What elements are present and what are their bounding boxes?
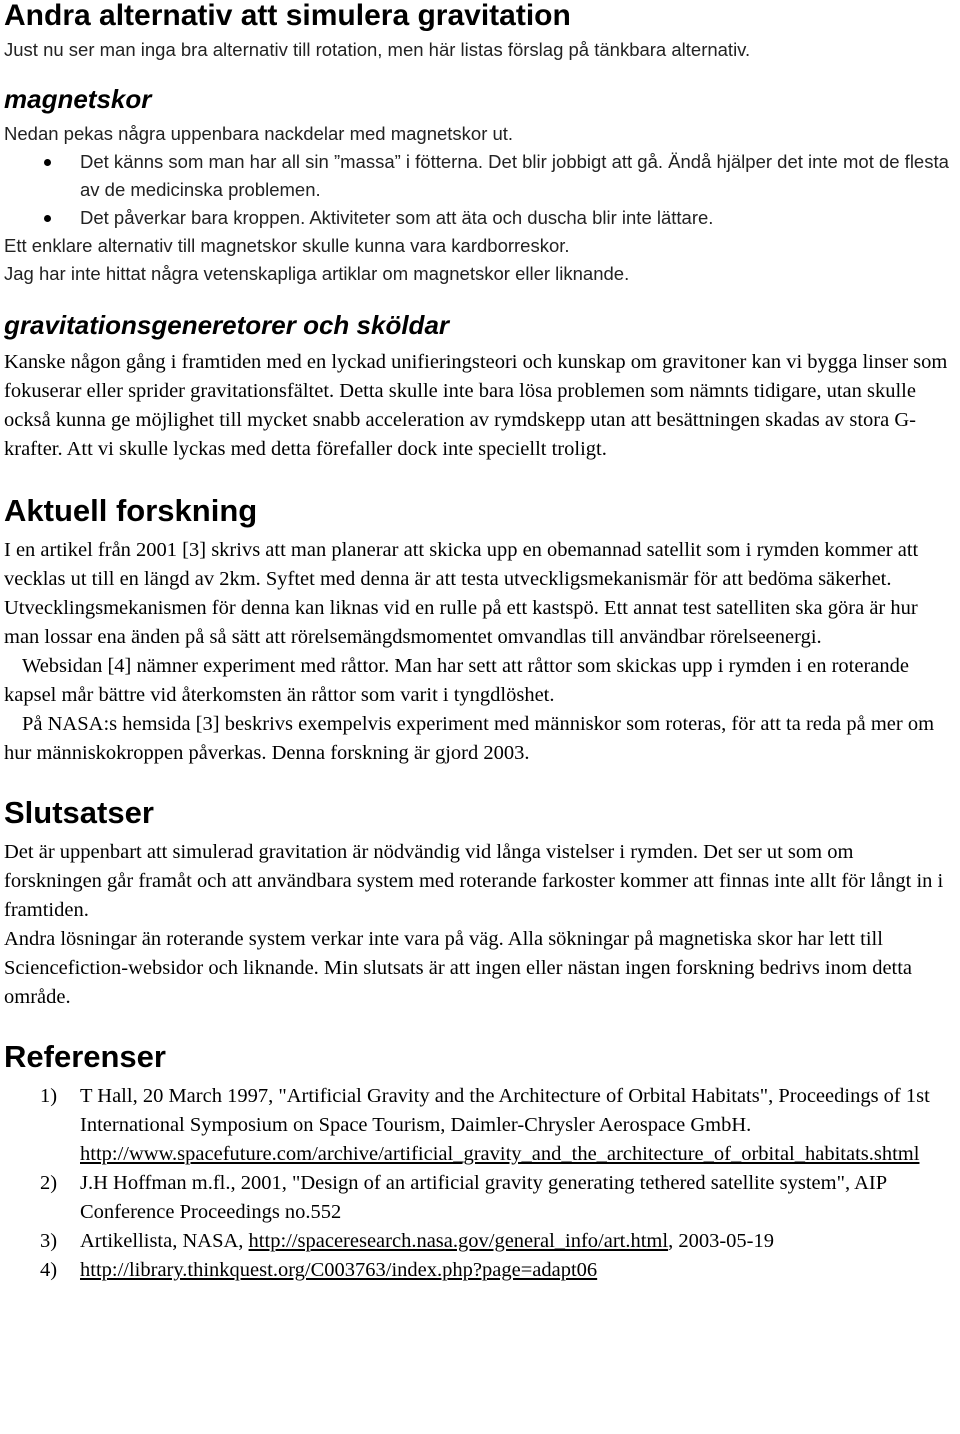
reference-number: 4) [40, 1259, 58, 1281]
section-heading-gravitation: gravitationsgeneretorer och sköldar [4, 310, 450, 340]
forskning-paragraph-3: På NASA:s hemsida [3] beskrivs exempelvis experiment med människor som roteras, för att ta reda på mer om hur människokroppen påverkas. Denna forskning är gjord 2003. [4, 713, 935, 764]
section-heading-referenser: Referenser [4, 1039, 166, 1074]
reference-text: J.H Hoffman m.fl., 2001, "Design of an artificial gravity generating tethered satellite system", AIP Conference Proceedings no.552 [80, 1172, 887, 1223]
magnetskor-bullet-list [4, 148, 956, 232]
reference-text: Artikellista, NASA, [80, 1230, 249, 1252]
section-heading-magnetskor: magnetskor [4, 84, 152, 114]
page-title: Andra alternativ att simulera gravitation [4, 0, 571, 32]
gravitation-paragraph: Kanske någon gång i framtiden med en lyckad unifieringsteori och kunskap om gravitoner kan vi bygga linser som fokuserar eller sprider gravitationsfältet. Detta skulle inte bara lösa problemen som nämnts tidigare, utan skulle också kunna ge möjlighet till mycket snabb acceleration av rymdskepp utan att besättningen skadas av stora G-krafter. Att vi skulle lyckas med detta förefaller dock inte speciellt troligt. [4, 351, 948, 460]
intro-paragraph: Just nu ser man inga bra alternativ till rotation, men här listas förslag på tänkbara alternativ. [4, 39, 751, 60]
reference-link[interactable]: http://www.spacefuture.com/archive/artificial_gravity_and_the_architecture_of_orbital_habitats.shtml [80, 1143, 920, 1165]
bullet-text: Det påverkar bara kroppen. Aktiviteter som att äta och duscha blir inte lättare. [80, 207, 714, 228]
reference-item [4, 1082, 956, 1169]
bullet-icon [44, 215, 51, 222]
forskning-paragraph-2: Websidan [4] nämner experiment med råttor. Man har sett att råttor som skickas upp i rymden i en roterande kapsel mår bättre vid återkomsten än råttor som varit i tyngdlöshet. [4, 655, 909, 706]
reference-date: , 2003-05-19 [668, 1230, 774, 1252]
section-heading-slutsatser: Slutsatser [4, 795, 154, 830]
document-page [4, 0, 956, 1285]
reference-number: 2) [40, 1172, 58, 1194]
reference-link[interactable]: http://library.thinkquest.org/C003763/index.php?page=adapt06 [80, 1259, 598, 1281]
reference-number: 1) [40, 1085, 58, 1107]
reference-list [4, 1082, 956, 1285]
reference-link[interactable]: http://spaceresearch.nasa.gov/general_info/art.html [248, 1230, 669, 1252]
reference-item [4, 1227, 956, 1256]
bullet-item [4, 148, 956, 204]
magnetskor-lead: Nedan pekas några uppenbara nackdelar med magnetskor ut. [4, 123, 514, 144]
section-heading-forskning: Aktuell forskning [4, 493, 258, 528]
magnetskor-note-2: Jag har inte hittat några vetenskapliga artiklar om magnetskor eller liknande. [4, 263, 630, 284]
reference-item [4, 1169, 956, 1227]
bullet-icon [44, 159, 51, 166]
reference-number: 3) [40, 1230, 58, 1252]
bullet-item [4, 204, 956, 232]
reference-text: T Hall, 20 March 1997, "Artificial Gravity and the Architecture of Orbital Habitats", Proceedings of 1st International Symposium on Space Tourism, Daimler-Chrysler Aerospace GmbH. [80, 1085, 930, 1136]
slutsatser-paragraph-1: Det är uppenbart att simulerad gravitation är nödvändig vid långa vistelser i rymden. Det ser ut som om forskningen går framåt och att användbara system med roterande farkoster kommer att finnas inte allt för långt in i framtiden. [4, 841, 944, 921]
bullet-text: Det känns som man har all sin ”massa” i fötterna. Det blir jobbigt att gå. Ändå hjälper det inte mot de flesta av de medicinska problemen. [80, 151, 949, 200]
slutsatser-paragraph-2: Andra lösningar än roterande system verkar inte vara på väg. Alla sökningar på magnetiska skor har lett till Sciencefiction-websidor och liknande. Min slutsats är att ingen eller nästan ingen forskning bedrivs inom detta område. [4, 928, 913, 1008]
forskning-paragraph-1: I en artikel från 2001 [3] skrivs att man planerar att skicka upp en obemannad satellit som i rymden kommer att vecklas ut till en längd av 2km. Syftet med denna är att testa utveckligsmekanismär för att bedöma säkerhet. Utvecklingsmekanismen för denna kan liknas vid en rulle på ett kastspö. Ett annat test satelliten ska göra är hur man lossar ena änden på så sätt att rörelsemängdsmomentet omvandlas till användbar rörelseenergi. [4, 539, 919, 648]
reference-item [4, 1256, 956, 1285]
magnetskor-note-1: Ett enklare alternativ till magnetskor skulle kunna vara kardborreskor. [4, 235, 570, 256]
